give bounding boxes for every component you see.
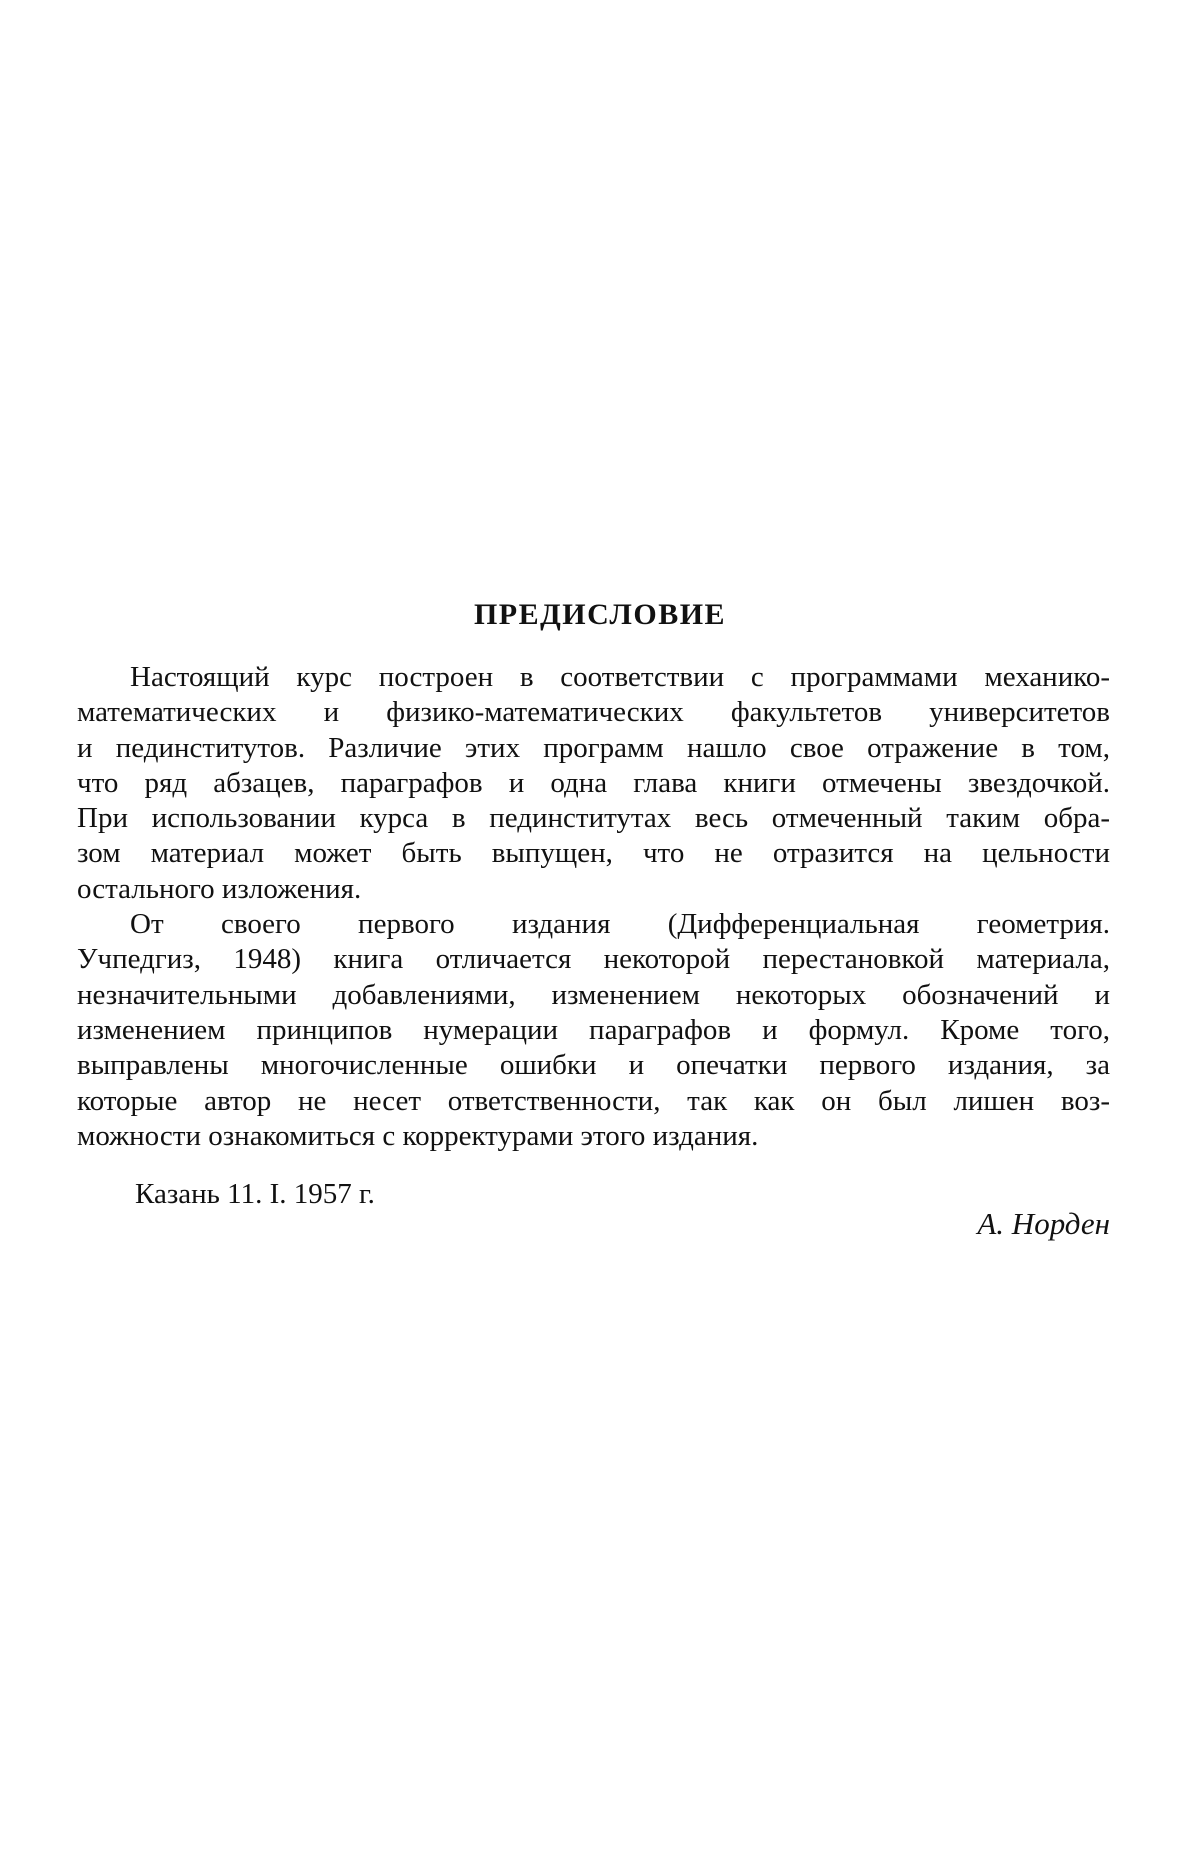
- paragraph-1: [77, 660, 1110, 907]
- text-line: Настоящий курс построен в соответствии с программами механико-: [77, 660, 1110, 695]
- paragraph-2: [77, 907, 1110, 1154]
- page-title: ПРЕДИСЛОВИЕ: [0, 598, 1200, 632]
- text-line: При использовании курса в пединститутах весь отмеченный таким обра-: [77, 801, 1110, 836]
- document-page: [0, 0, 1200, 1864]
- text-line: незначительными добавлениями, изменением некоторых обозначений и: [77, 978, 1110, 1013]
- text-line: математических и физико-математических факультетов университетов: [77, 695, 1110, 730]
- text-line: От своего первого издания (Дифференциальная геометрия.: [77, 907, 1110, 942]
- preface-body: [77, 660, 1110, 1154]
- place-date: Казань 11. I. 1957 г.: [135, 1178, 375, 1211]
- text-line: изменением принципов нумерации параграфов и формул. Кроме того,: [77, 1013, 1110, 1048]
- text-line: зом материал может быть выпущен, что не отразится на цельности: [77, 836, 1110, 871]
- text-line: что ряд абзацев, параграфов и одна глава книги отмечены звездочкой.: [77, 766, 1110, 801]
- text-line: можности ознакомиться с корректурами этого издания.: [77, 1119, 1110, 1154]
- text-line: остального изложения.: [77, 872, 1110, 907]
- text-line: которые автор не несет ответственности, так как он был лишен воз-: [77, 1084, 1110, 1119]
- text-line: и пединститутов. Различие этих программ нашло свое отражение в том,: [77, 731, 1110, 766]
- text-line: выправлены многочисленные ошибки и опечатки первого издания, за: [77, 1048, 1110, 1083]
- author-signature: А. Норден: [977, 1206, 1110, 1242]
- text-line: Учпедгиз, 1948) книга отличается некоторой перестановкой материала,: [77, 942, 1110, 977]
